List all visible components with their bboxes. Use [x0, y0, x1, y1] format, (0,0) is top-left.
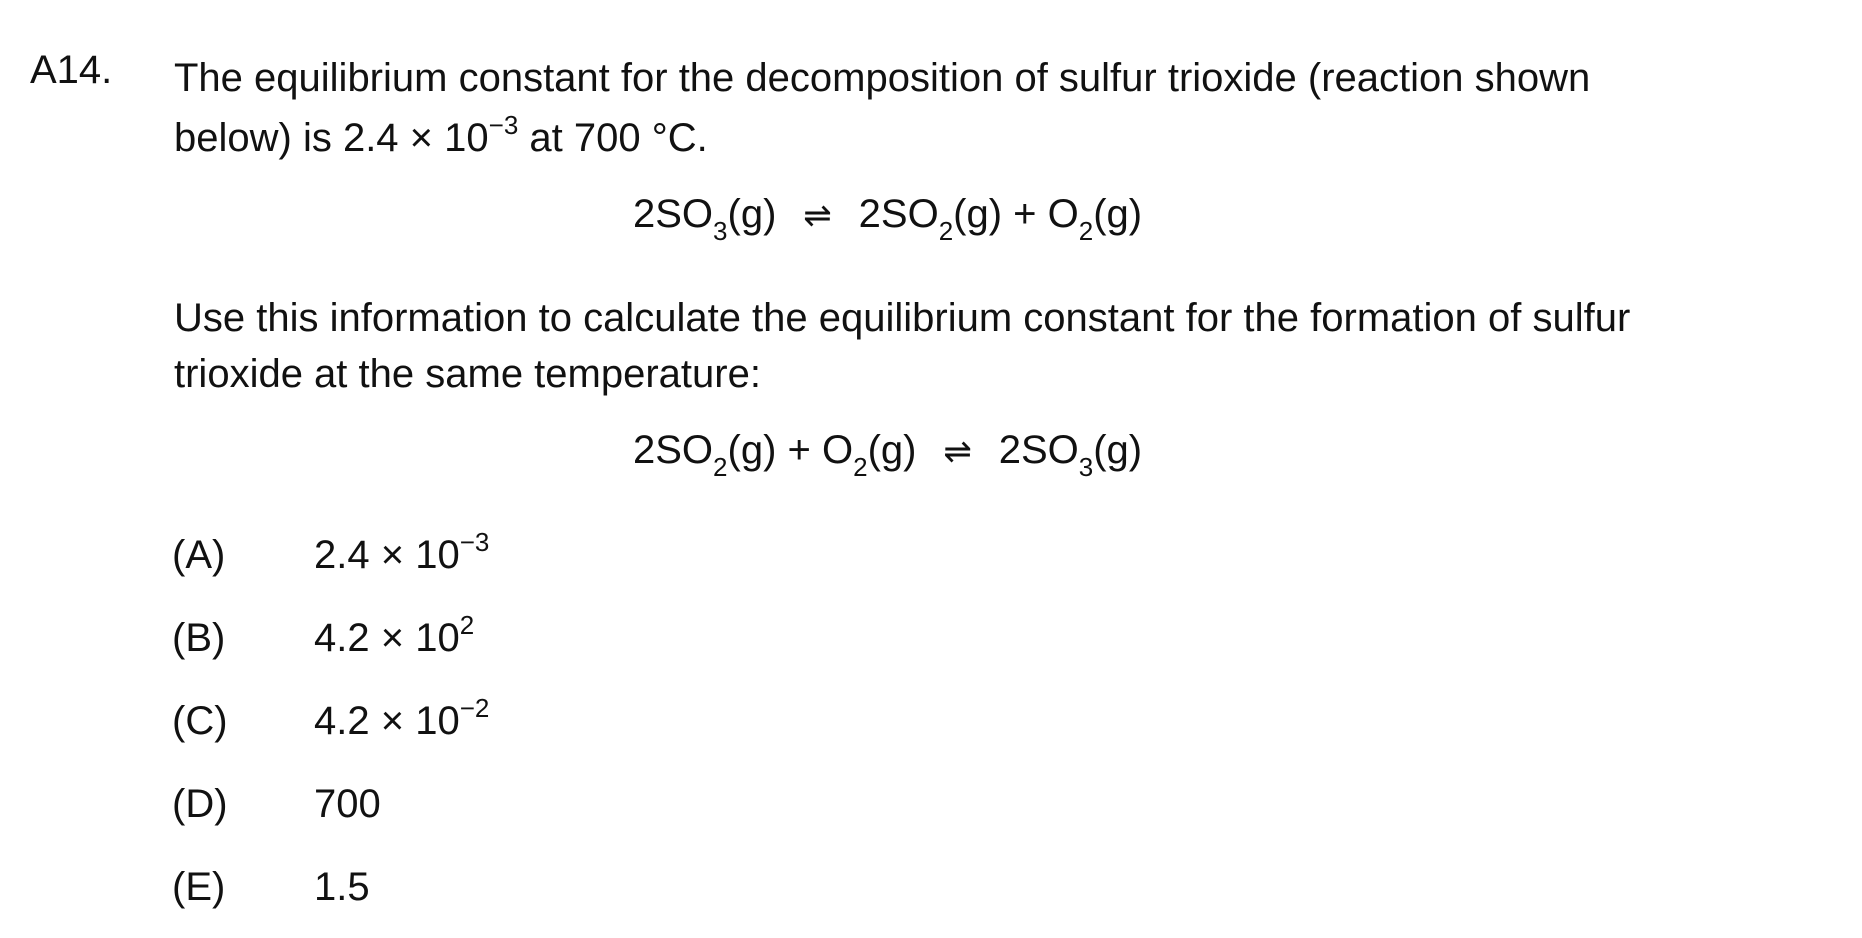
option-b-letter[interactable]: (B)	[172, 616, 226, 660]
option-d-base: 700	[314, 782, 381, 826]
option-d-value[interactable]	[314, 782, 381, 827]
eq2-reactant1-sub: 2	[713, 452, 728, 482]
eq1-product1-sub: 2	[938, 216, 954, 246]
instruction-paragraph	[174, 290, 1630, 402]
eq1-product2-sub: 2	[1078, 216, 1094, 246]
option-b-base: 4.2 × 10	[314, 616, 460, 660]
decomposition-equation	[633, 192, 1143, 246]
stem-line-2	[174, 108, 1590, 168]
equilibrium-arrow-icon: ⇌	[803, 197, 832, 235]
option-b-exponent: 2	[459, 609, 475, 640]
eq1-reactant: 2SO	[633, 192, 714, 236]
option-e-base: 1.5	[314, 865, 370, 909]
eq2-reactant2-sub: 2	[853, 452, 868, 482]
eq1-product2: (g) + O	[953, 192, 1079, 236]
instruction-line-2: trioxide at the same temperature:	[174, 352, 761, 396]
option-b-value[interactable]	[314, 609, 475, 661]
option-c-base: 4.2 × 10	[314, 699, 460, 743]
stem-temperature: at 700 °C.	[518, 116, 708, 160]
option-e-letter[interactable]: (E)	[172, 865, 226, 909]
option-d-letter[interactable]: (D)	[172, 782, 228, 826]
equilibrium-arrow-icon: ⇌	[943, 433, 972, 471]
eq2-reactant1: 2SO	[633, 428, 714, 472]
question-number: A14.	[30, 48, 113, 92]
option-c-value[interactable]	[314, 692, 490, 744]
option-e-value[interactable]	[314, 865, 370, 910]
formation-equation	[633, 428, 1143, 482]
option-c-exponent: −2	[459, 692, 490, 723]
option-a-base: 2.4 × 10	[314, 533, 460, 577]
question-stem	[174, 48, 1590, 168]
option-c-letter[interactable]: (C)	[172, 699, 228, 743]
stem-line-1: The equilibrium constant for the decomposition of sulfur trioxide (reaction shown	[174, 56, 1591, 100]
eq2-product: 2SO	[998, 428, 1079, 472]
eq1-product1: 2SO	[858, 192, 939, 236]
eq1-product2-state: (g)	[1093, 192, 1143, 236]
option-a-exponent: −3	[459, 526, 490, 557]
stem-constant-base: below) is 2.4 × 10	[174, 116, 489, 160]
stem-constant-exponent: −3	[488, 109, 519, 140]
option-a-letter[interactable]: (A)	[172, 533, 226, 577]
eq1-reactant-state: (g)	[727, 192, 777, 236]
eq2-product-sub: 3	[1078, 452, 1094, 482]
eq1-reactant-sub: 3	[713, 216, 728, 246]
eq2-product-state: (g)	[1093, 428, 1143, 472]
instruction-line-1: Use this information to calculate the equilibrium constant for the formation of sulfur	[174, 296, 1631, 340]
option-a-value[interactable]	[314, 526, 490, 578]
eq2-reactant2-state: (g)	[867, 428, 917, 472]
eq2-reactant2: (g) + O	[727, 428, 854, 472]
